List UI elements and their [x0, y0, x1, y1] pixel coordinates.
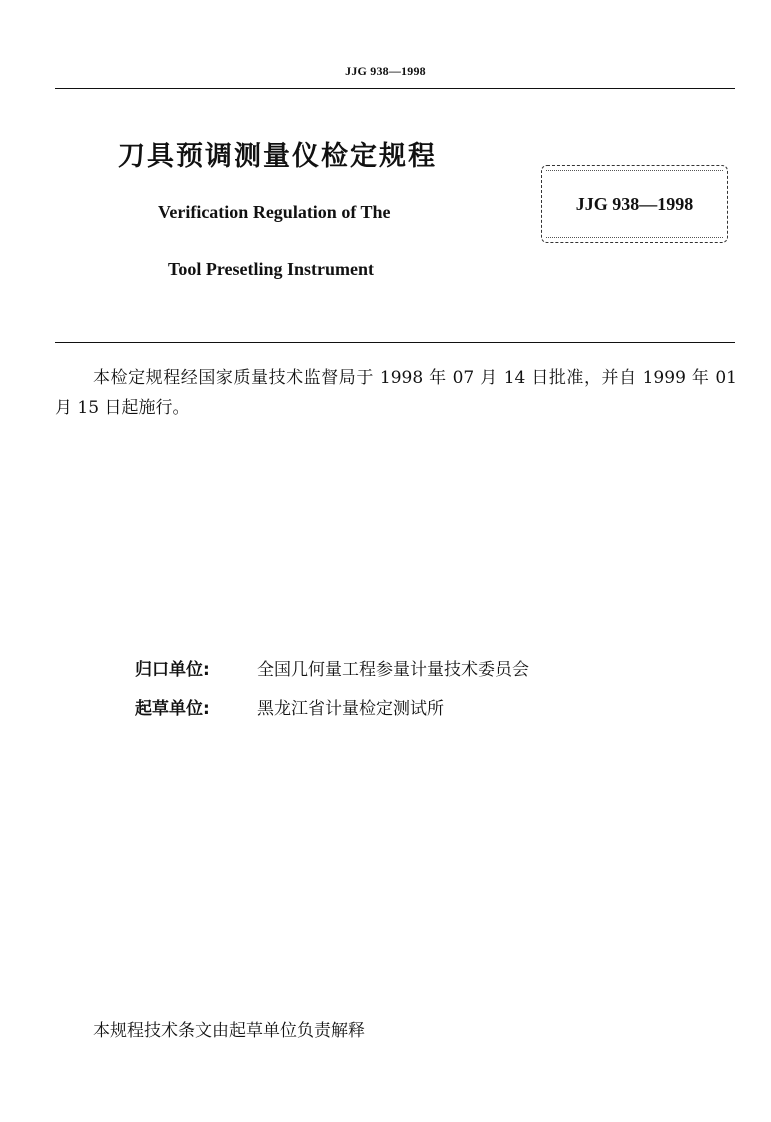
header-code: JJG 938—1998 — [345, 64, 426, 78]
standard-code-stamp — [541, 165, 728, 243]
header-rule — [55, 88, 735, 89]
drafting-unit-label: 起草单位: — [135, 699, 210, 719]
title-chinese: 刀具预调测量仪检定规程 — [118, 141, 437, 172]
title-english-line-1: Verification Regulation of The — [158, 202, 391, 222]
interpretation-note: 本规程技术条文由起草单位负责解释 — [93, 1021, 365, 1041]
title-rule — [55, 342, 735, 343]
approval-paragraph: 本检定规程经国家质量技术监督局于 1998 年 07 月 14 日批准，并自 1999 年 01 月 15 日起施行。 — [55, 368, 737, 418]
stamp-code: JJG 938—1998 — [575, 193, 694, 214]
responsible-unit-value: 全国几何量工程参量计量技术委员会 — [257, 660, 529, 680]
title-english-line-2: Tool Presetling Instrument — [168, 259, 375, 279]
responsible-unit-label: 归口单位: — [135, 660, 210, 680]
drafting-unit-value: 黑龙江省计量检定测试所 — [257, 699, 444, 719]
